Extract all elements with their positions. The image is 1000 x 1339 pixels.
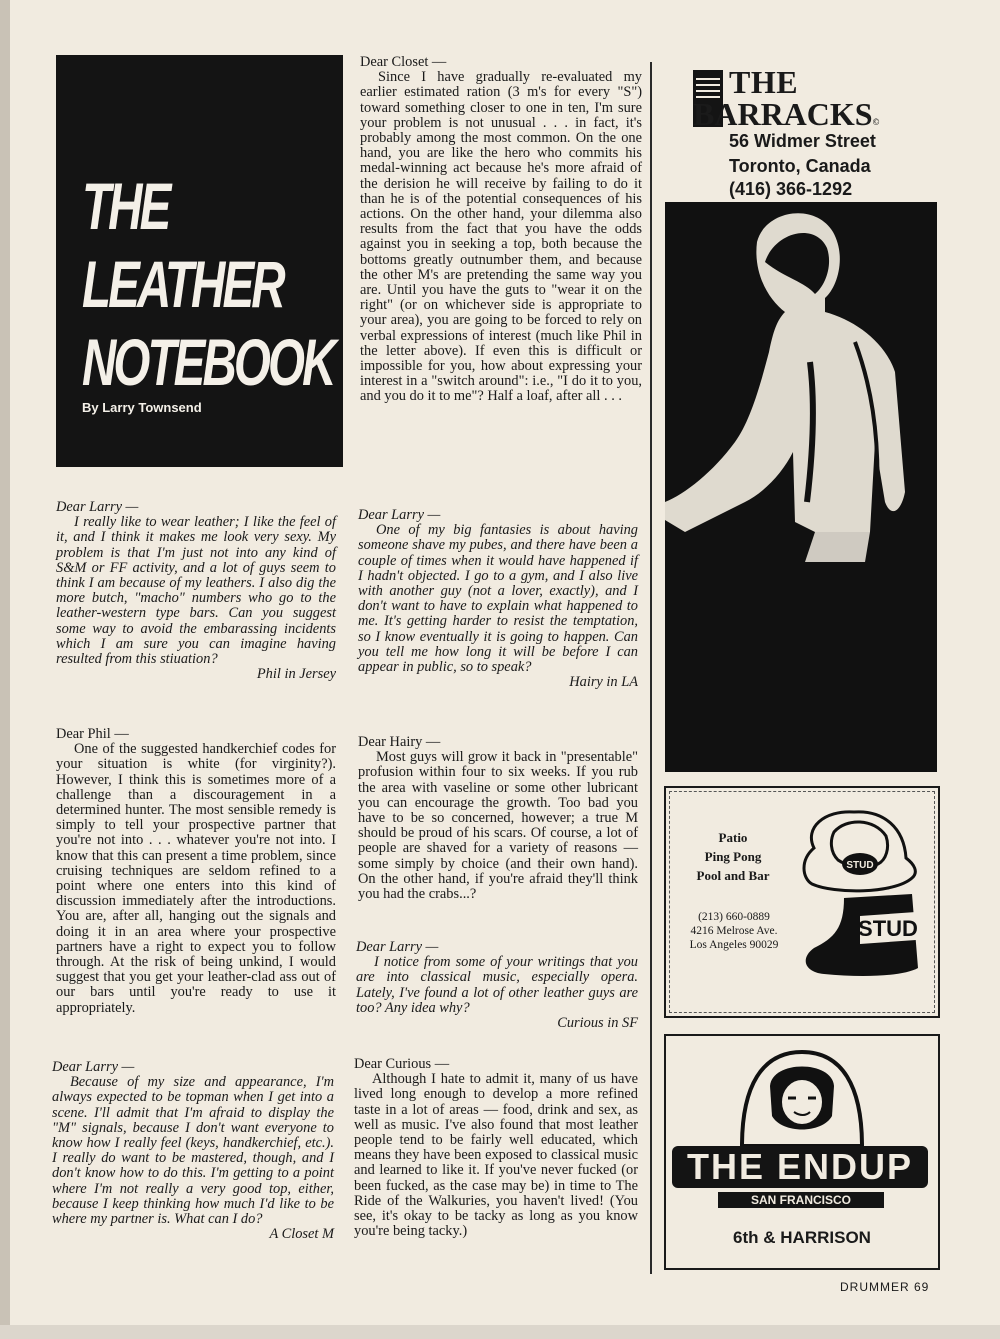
reply-hairy (358, 735, 638, 902)
endup-portrait-icon (722, 1046, 882, 1146)
letter-signature: Curious in SF (557, 1015, 638, 1032)
reply-salutation: Dear Phil — (56, 726, 129, 742)
letter-salutation: Dear Larry — (356, 939, 439, 955)
barracks-phone: (416) 366-1292 (729, 179, 853, 199)
hat-label: STUD (846, 860, 874, 871)
title-block (56, 55, 343, 467)
reply-body: Although I hate to admit it, many of us have lived long enough to develop a more refined taste in a lot of areas — food, drink and sex, as well as music. I've also found that most leather people tend to be fairly well educated, which means they have been exposed to classical music and learned to like it. If you've never fucked (or been fucked, as the case may be) in time to The Ride of the Walkuries, you haven't lived! (You see, it's okay to be tacky as long as you know you're being tacky.) (354, 1071, 638, 1240)
stud-city: Los Angeles 90029 (689, 939, 779, 951)
reply-salutation: Dear Closet — (360, 54, 447, 70)
reply-closet (360, 55, 642, 405)
letter-salutation: Dear Larry — (56, 499, 139, 515)
reply-body: One of the suggested handkerchief codes for your situation is white (for virginity?). However, I think this is sometimes more of a challenge than a discouragement in a determined hunter. The most sensible remedy is simply to tell your prospective partner that you're not into . . . whatever you're not into. I know that this can present a time problem, since cruising techniques are seldom refined to a point where one enters into this kind of discussion immediately after the introductions. You are, after all, hanging out the signals and doing it in an area where your prospective partners have a right to expect you to follow through. At the risk of being unkind, I would suggest that you get your leather-clad ass out of our bars until you're ready to use it appropriately. (56, 741, 336, 1016)
stud-phone: (213) 660-0889 (698, 911, 770, 923)
reply-salutation: Dear Hairy — (358, 734, 441, 750)
letter-body: One of my big fantasies is about having someone shave my pubes, and there have been a couple of times when it would have happened if I hadn't objected. I go to a gym, and I also live with another guy (not a lover, exactly), and I don't want to have to explain what happened to me. It's getting harder to resist the temptation, so I know eventually it is going to happen. Can you tell me how long it will be before I can appear in public, so to speak? (358, 522, 638, 676)
letter-salutation: Dear Larry — (52, 1059, 135, 1075)
title-line-1: THE (82, 169, 169, 243)
endup-address: 6th & HARRISON (733, 1228, 871, 1247)
registered-mark: © (872, 117, 880, 127)
reply-body: Since I have gradually re-evaluated my earlier estimated ration (3 m's for every "S") toward something closer to one in ten, I'm sure your problem is not unusual . . . in fact, it's probably among the most common. On the one hand, you are like the hero who commits his medal-winning act because he's more afraid of the derision he will receive by failing to do it than he is of the potential consequences of his actions. On the other hand, your dilemma also results from the fact that you have the odds against you in seeking a top, both because the bottoms greatly outnumber them, and because the other M's are pretending the same way you are. Until you have the guts to "wear it on the right" (or on whichever side is appropriate to your area), you are going to be forced to rely on verbal expressions of interest (much like Phil in the letter above). If even this is difficult or impossible for you, how about expressing your interest in a "switch around": i.e., "I do it to you, and you do it to me"? Half a loaf, after all . . . (360, 69, 642, 405)
barracks-name-line2: BARRACKS© (693, 96, 880, 132)
reply-salutation: Dear Curious — (354, 1056, 450, 1072)
letter-closet (52, 1060, 334, 1242)
bottom-edge (0, 1325, 1000, 1339)
ad-endup (664, 1034, 940, 1270)
reply-body: Most guys will grow it back in "presentable" profusion within four to six weeks. If you rub the area with vaseline or some other lubricant you can encourage the growth. Too bad you have to be so concerned, however; a true M should be proud of his scars. Of course, a lot of people are shaved for a variety of reasons — some simply by choice (and their own hand). On the other hand, if you're afraid they'll think you had the crabs...? (358, 749, 638, 903)
stud-line1: Patio (718, 830, 748, 845)
letter-phil (56, 500, 336, 682)
endup-city: SAN FRANCISCO (718, 1192, 884, 1208)
letter-body: Because of my size and appearance, I'm always expected to be topman when I get into a scene. I'll admit that I'm afraid to display the "M" signals, because I don't want everyone to know how I really feel (keys, handkerchief, etc.). I really do want to be mastered, though, and I don't know how to do this. I'm getting to a point where I'm not really a very good top, either, because I keep thinking how much I'd like to be where my partner is. What can I do? (52, 1074, 334, 1228)
letter-curious (356, 940, 638, 1031)
letter-signature: Phil in Jersey (256, 666, 336, 683)
letter-body: I notice from some of your writings that you are into classical music, especially opera. Lately, I've found a lot of other leather guys are too? Any idea why? (356, 954, 638, 1016)
byline: By Larry Townsend (82, 400, 202, 415)
stud-line3: Pool and Bar (696, 868, 770, 883)
letter-body: I really like to wear leather; I like the feel of it, and I think it makes me look very sexy. My problem is that I'm just not into any kind of S&M or FF activity, and a lot of guys seem to think I am because of my leathers. I also dig the more butch, "macho" numbers who go to the leather-western type bars. Can you suggest some way to avoid the embarassing incidents which I am sure you can imagine having resulted from this stiuation? (56, 514, 336, 668)
title-line-3: NOTEBOOK (82, 325, 334, 399)
column-divider (650, 62, 652, 1274)
page-edge (0, 0, 10, 1339)
page-folio: DRUMMER 69 (840, 1280, 930, 1294)
title-line-2: LEATHER (82, 247, 283, 321)
barracks-photo (665, 202, 937, 772)
barracks-city: Toronto, Canada (729, 156, 871, 176)
reply-curious (354, 1057, 638, 1239)
ad-stud (664, 786, 940, 1018)
letter-salutation: Dear Larry — (358, 507, 441, 523)
cowboy-hat-boot-icon (794, 798, 934, 1008)
letter-hairy (358, 508, 638, 690)
ad-barracks (665, 62, 937, 772)
endup-name: THE ENDUP (672, 1146, 928, 1188)
barracks-street: 56 Widmer Street (729, 131, 876, 151)
stud-street: 4216 Melrose Ave. (690, 925, 778, 937)
reply-phil (56, 727, 336, 1016)
leatherman-silhouette-icon (665, 202, 937, 772)
letter-signature: A Closet M (269, 1226, 334, 1243)
letter-signature: Hairy in LA (569, 674, 638, 691)
barracks-name-line1: THE (729, 64, 799, 100)
boot-label: STUD (858, 916, 918, 941)
stud-line2: Ping Pong (704, 849, 762, 864)
